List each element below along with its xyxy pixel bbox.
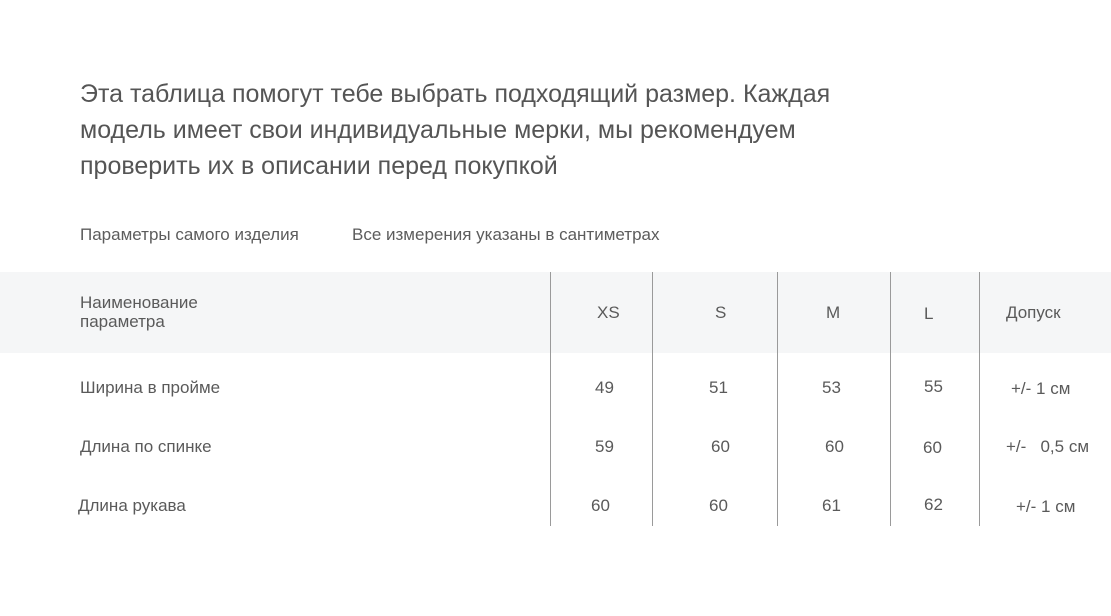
header-size-s: S [715, 303, 727, 322]
row-value: 62 [924, 495, 943, 514]
row-name: Длина по спинке [80, 437, 212, 456]
intro-line-3: проверить их в описании перед покупкой [80, 152, 558, 180]
row-value: 49 [595, 378, 614, 397]
row-value: 60 [709, 496, 728, 515]
intro-paragraph [80, 76, 900, 184]
intro-line-1: Эта таблица помогут тебе выбрать подходящий размер. Каждая [80, 80, 831, 108]
intro-line-2: модель имеет свои индивидуальные мерки, мы рекомендуем [80, 116, 796, 144]
row-tolerance: +/- 1 см [1016, 497, 1076, 516]
row-value: 53 [822, 378, 841, 397]
row-tolerance: +/- 0,5 см [1006, 437, 1090, 456]
row-name: Ширина в пройме [80, 378, 221, 397]
row-value: 60 [711, 437, 730, 456]
header-tolerance: Допуск [1006, 303, 1061, 322]
row-name: Длина рукава [78, 496, 186, 515]
header-size-l: L [924, 304, 934, 323]
column-divider [652, 272, 653, 526]
column-divider [777, 272, 778, 526]
row-tolerance: +/- 1 см [1011, 379, 1071, 398]
row-value: 60 [923, 438, 942, 457]
units-note: Все измерения указаны в сантиметрах [352, 225, 660, 244]
header-size-m: M [826, 303, 841, 322]
column-divider [550, 272, 551, 526]
header-param-name: Наименование параметра [80, 293, 198, 331]
row-value: 61 [822, 496, 841, 515]
row-value: 55 [924, 377, 943, 396]
column-divider [890, 272, 891, 526]
row-value: 60 [591, 496, 610, 515]
row-value: 60 [825, 437, 844, 456]
column-divider [979, 272, 980, 526]
product-params-heading: Параметры самого изделия [80, 225, 299, 244]
header-size-xs: XS [597, 303, 620, 322]
row-value: 59 [595, 437, 614, 456]
row-value: 51 [709, 378, 728, 397]
